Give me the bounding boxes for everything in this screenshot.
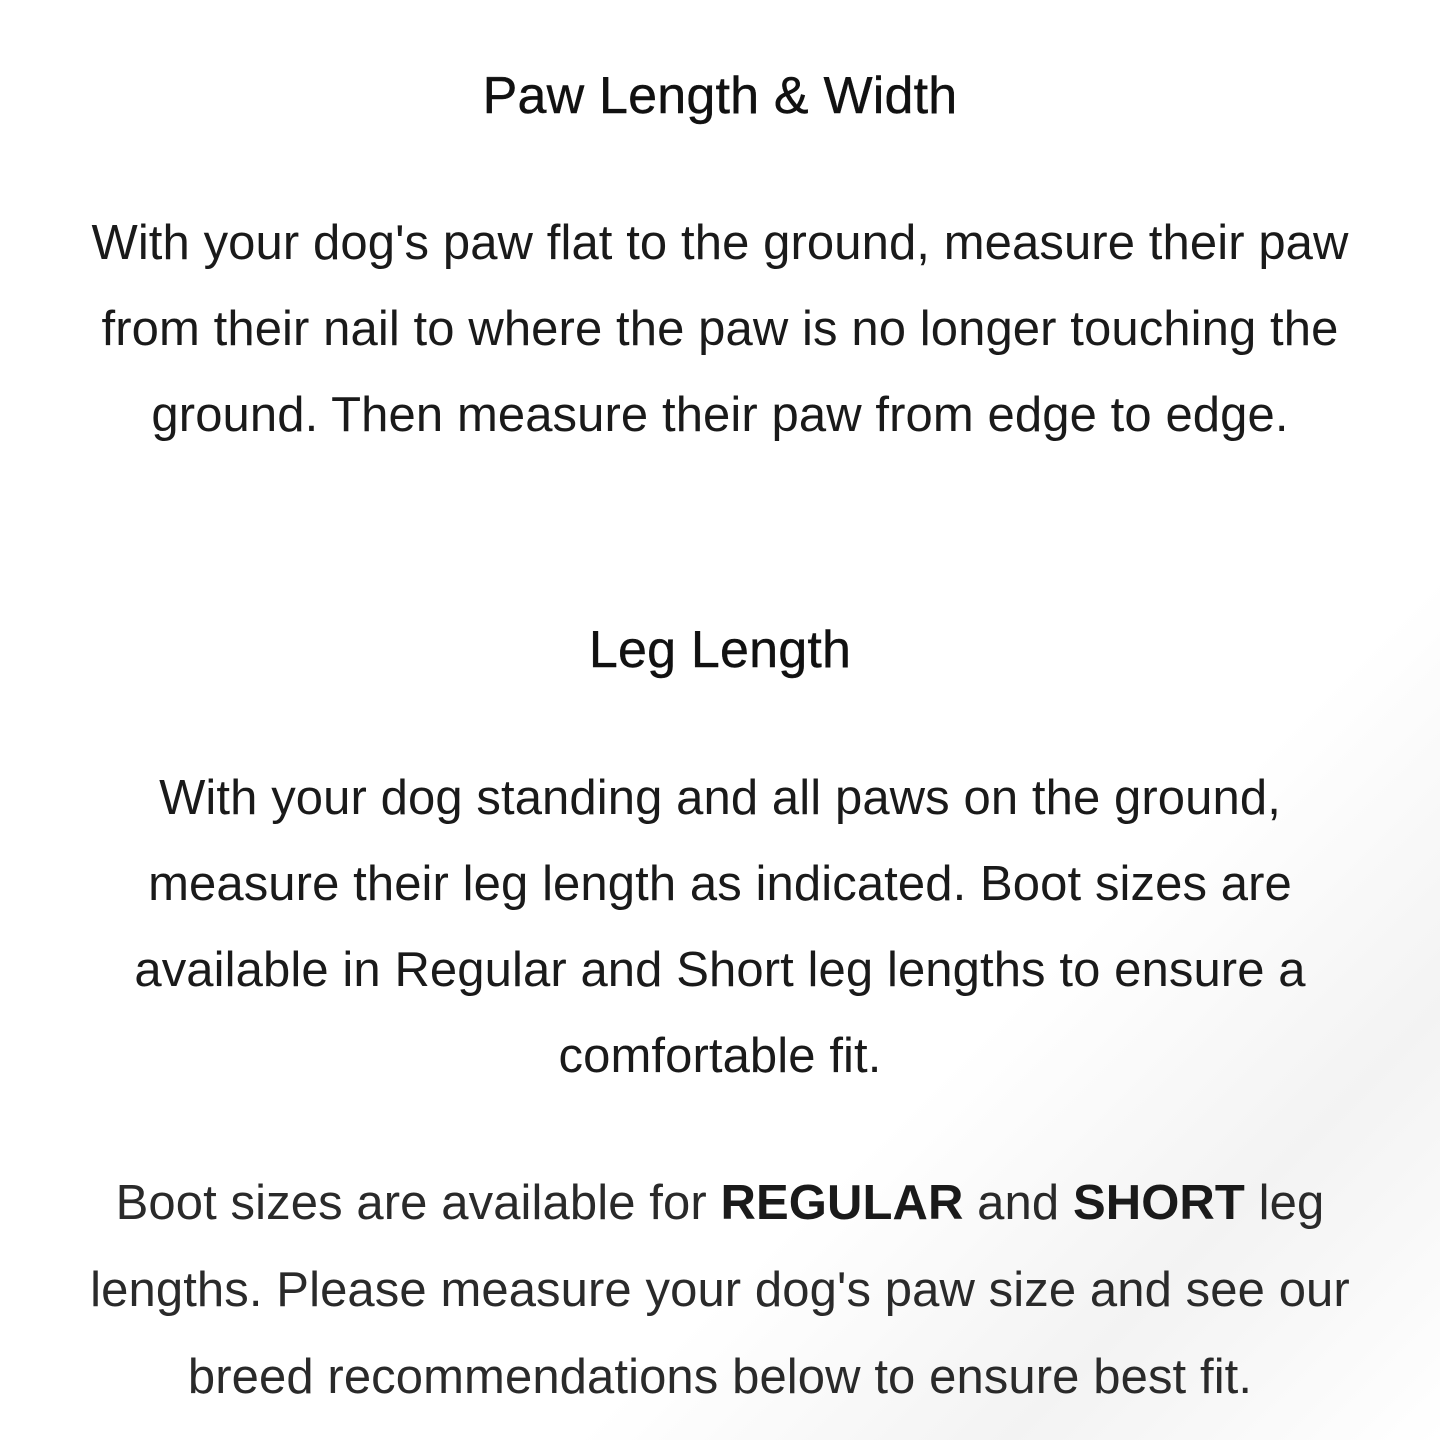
note-text-1: Boot sizes are available for [115, 1176, 721, 1230]
leg-length-heading: Leg Length [588, 621, 852, 679]
regular-label: REGULAR [720, 1176, 964, 1230]
note-text-3: leg lengths. Please measure your dog's paw size and see our breed recommendations below to ensure best fit. [90, 1176, 1350, 1404]
note-text-2: and [963, 1176, 1073, 1230]
paw-measure-instructions: With your dog's paw flat to the ground, measure their paw from their nail to where the paw is no longer touching the ground. Then measure their paw from edge to edge. [91, 216, 1349, 442]
paw-length-width-heading: Paw Length & Width [482, 67, 958, 125]
short-label: SHORT [1072, 1176, 1245, 1230]
boot-size-note [50, 1160, 1390, 1421]
leg-measure-instructions: With your dog standing and all paws on the ground, measure their leg length as indicated. Boot sizes are available in Regular and Short leg lengths to ensure a comfortable fit. [134, 771, 1306, 1083]
